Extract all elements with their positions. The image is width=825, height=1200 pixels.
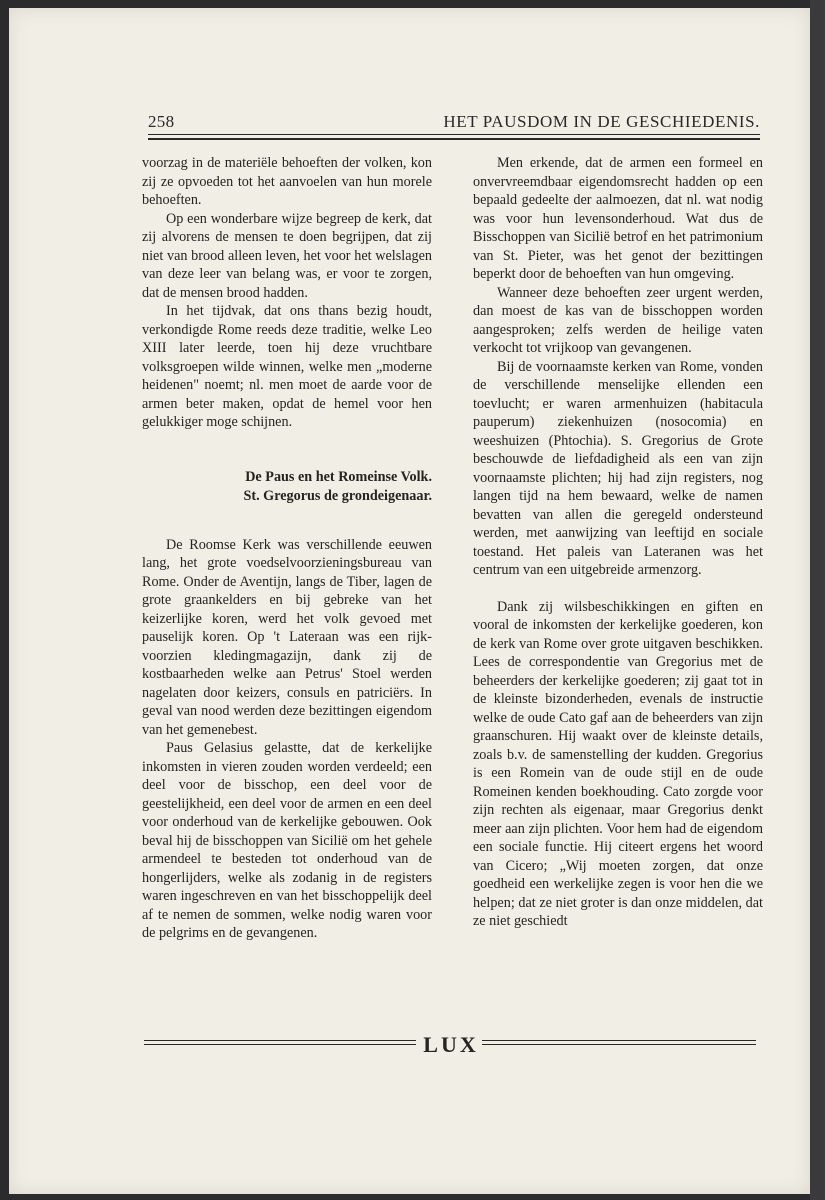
paragraph: Op een wonderbare wijze begreep de kerk, dat zij alvorens de mensen te doen begrijpen, dat zij niet van brood alleen leven, het voor het welslagen van deze leer van belang was, er voor te zorgen, dat de mensen brood hadden. <box>142 210 432 301</box>
lux-logo: LUX <box>423 1032 479 1057</box>
paragraph: Men erkende, dat de armen een formeel en onvervreemdbaar eigendomsrecht hadden op een bepaald gedeelte der aalmoezen, dat nl. wat nodig was voor hun levensonderhoud. Wat dus de Bisschoppen van Sicilië betrof en het patrimonium van St. Pieter, was het genot der bezittingen beperkt door de behoeften van hun omgeving. <box>473 155 763 282</box>
paragraph: Bij de voornaamste kerken van Rome, vonden de verschillende menselijke ellenden een toevlucht; er waren armenhuizen (habitacula pauperum) ziekenhuizen (nosocomia) en weeshuizen (Phtochia). S. Gregorius de Grote beschouwde de liefdadigheid als een van zijn voornaamste plichten; hij had zijn registers, nog langen tijd na hem bewaard, welke de namen bevatten van allen die geregeld ondersteund werden, met aanwijzing van leeftijd en sociale toestand. Het paleis van Lateranen was het centrum van een uitgebreide armenzorg. <box>473 358 763 578</box>
page-header <box>148 112 760 134</box>
header-rule-thin <box>148 134 760 135</box>
scan-edge <box>810 0 825 1200</box>
paragraph: voorzag in de materiële behoeften der volken, kon zij ze opvoeden tot het aanvoelen van hun morele behoeften. <box>142 155 432 208</box>
paragraph: Wanneer deze behoeften zeer urgent werden, dan moest de kas van de bisschoppen worden aangesproken; zelfs werden de heilige vaten verkocht tot vrijkoop van gevangenen. <box>473 284 763 356</box>
subheading-line: De Paus en het Romeinse Volk. <box>245 468 432 485</box>
paragraph: Dank zij wilsbeschikkingen en giften en vooral de inkomsten der kerkelijke goederen, kon de kerk van Rome over grote uitgaven beschikken. Lees de correspondentie van Gregorius met de beheerders der kerkelijke goederen; zij gaat tot in de kleinste bizonderheden, evenals de instructie welke de oude Cato gaf aan de beheerders van zijn graanschuren. Hij waakt over de kleinste details, zoals b.v. de samenstelling der kudden. Gregorius is een Romein van de oude stijl en de oude Romeinen kenden boekhouding. Cato zorgde voor zijn rechten als eigenaar, maar Gregorius denkt meer aan zijn plichten. Voor hem had de eigendom een sociale functie. Hij citeert ergens het woord van Cicero; „Wij moeten zorgen, dat onze goedheid een werkelijke zegen is voor hen die we helpen; dat ze niet groter is dan onze middelen, dat ze niet geschiedt <box>473 598 763 929</box>
section-subheading <box>142 468 432 506</box>
page-number: 258 <box>148 112 175 131</box>
right-column <box>473 154 763 931</box>
header-rule-thick <box>148 138 760 140</box>
paragraph: In het tijdvak, dat ons thans bezig houdt, verkondigde Rome reeds deze traditie, welke Leo XIII later leerde, toen hij deze vruchtbare volksgroepen wilde winnen, welke men „moderne heidenen" noemt; nl. men moet de aarde voor de armen beter maken, opdat de hemel voor hen gelukkiger moge schijnen. <box>142 303 432 430</box>
page-footer <box>144 1034 756 1056</box>
running-title: HET PAUSDOM IN DE GESCHIEDENIS. <box>443 112 760 131</box>
paragraph: De Roomse Kerk was verschillende eeuwen lang, het grote voedselvoorzieningsbureau van Rome. Onder de Aventijn, langs de Tiber, lagen de grote graankelders en bij gebreke van het keizerlijke koren, werd het volk gevoed met pauselijk koren. Op 't Lateraan was een rijk-voorzien kledingmagazijn, dank zij de kostbaarheden welke aan Petrus' Stoel werden nagelaten door keizers, consuls en patriciërs. In geval van nood werden deze bezittingen eigendom van het gemenebest. <box>142 536 432 738</box>
left-column <box>142 154 432 943</box>
subheading-line: St. Gregorus de grondeigenaar. <box>243 487 432 504</box>
paragraph: Paus Gelasius gelastte, dat de kerkelijke inkomsten in vieren zouden worden verdeeld; een deel voor de bisschop, een deel voor de geestelijkheid, een deel voor de armen en een deel voor onderhoud van de kerkelijke gebouwen. Ook beval hij de bisschoppen van Sicilië om het gehele armendeel te besteden tot onderhoud van de hongerlijders, welke als zodanig in de registers waren ingeschreven en van het bisschoppelijk deel af te nemen de sommen, welke nodig waren voor de pelgrims en de gevangenen. <box>142 740 432 941</box>
footer-rule-right <box>482 1040 756 1048</box>
footer-rule-left <box>144 1040 416 1048</box>
